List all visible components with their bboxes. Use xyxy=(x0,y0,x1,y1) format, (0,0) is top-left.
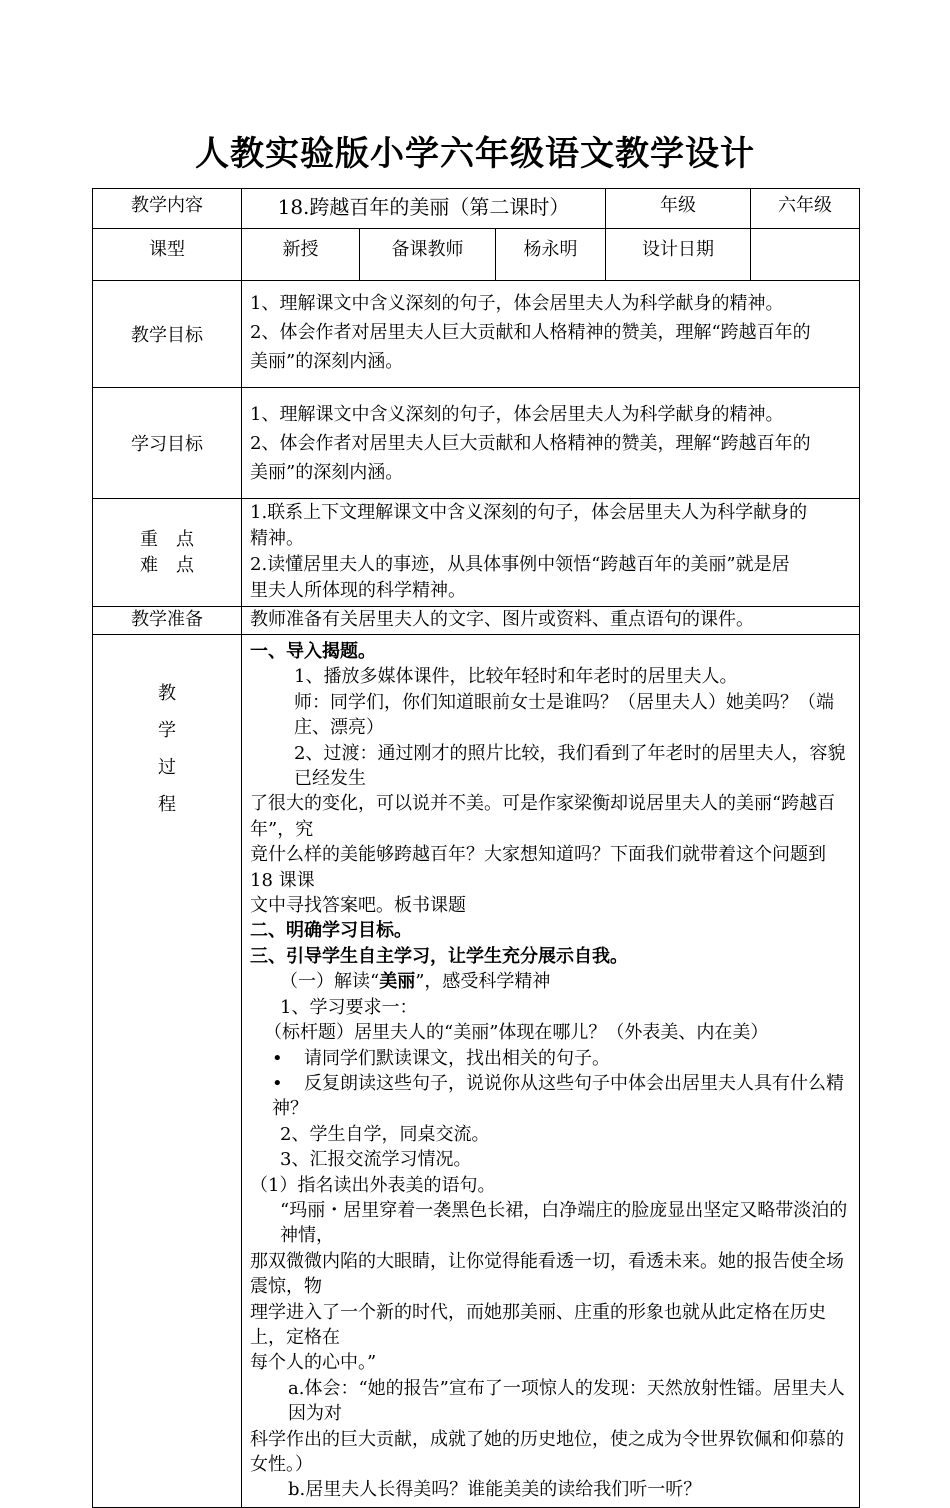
difficulty-label-bottom: 难 点 xyxy=(140,554,194,576)
row-learning-goals xyxy=(93,388,860,499)
step-3-1: （1）指名读出外表美的语句。 xyxy=(250,1174,496,1196)
quote-line-2: 那双微微内陷的大眼睛，让你觉得能看透一切，看透未来。她的报告使全场震惊，物 xyxy=(250,1250,844,1298)
row-type xyxy=(93,229,860,281)
section-1-heading: 一、导入揭题。 xyxy=(250,641,376,662)
process-text xyxy=(242,635,860,1508)
requirement-1: 1、学习要求一： xyxy=(280,996,418,1018)
quote-line-1: “玛丽・居里穿着一袭黑色长裙，白净端庄的脸庞显出坚定又略带淡泊的神情， xyxy=(280,1199,848,1247)
benchmark-question: （标杆题）居里夫人的“美丽”体现在哪儿？（外表美、内在美） xyxy=(264,1022,769,1044)
process-char-4: 程 xyxy=(158,794,176,815)
section-1-line-3c: 竟什么样的美能够跨越百年？大家想知道吗？下面我们就带着这个问题到 18 课课 xyxy=(250,844,826,891)
process-char-1: 教 xyxy=(158,683,176,704)
process-char-3: 过 xyxy=(158,757,176,778)
key-points-text xyxy=(242,499,860,607)
section-2-heading: 二、明确学习目标。 xyxy=(250,920,412,942)
subheading-pre: （一）解读“ xyxy=(280,971,380,993)
bullet-item-2 xyxy=(250,1071,853,1122)
section-3-heading: 三、引导学生自主学习，让学生充分展示自我。 xyxy=(250,945,628,967)
insight-b: b.居里夫人长得美吗？谁能美美的读给我们听一听？ xyxy=(288,1479,702,1501)
row-content xyxy=(93,189,860,229)
key-point-line-3: 2.读懂居里夫人的事迹，从具体事例中领悟“跨越百年的美丽”就是居 xyxy=(250,554,790,575)
section-1-line-3b: 了很大的变化，可以说并不美。可是作家梁衡却说居里夫人的美丽“跨越百年”，究 xyxy=(250,793,836,840)
preparation-label: 教学准备 xyxy=(93,607,242,635)
content-value: 18.跨越百年的美丽（第二课时） xyxy=(242,189,606,229)
step-3: 3、汇报交流学习情况。 xyxy=(280,1149,472,1171)
row-teaching-goals xyxy=(93,281,860,388)
bullet-item-1 xyxy=(250,1046,853,1071)
section-1-line-3a: 2、过渡：通过刚才的照片比较，我们看到了年老时的居里夫人，容貌已经发生 xyxy=(294,742,846,790)
bullet-text-2: 反复朗读这些句子，说说你从这些句子中体会出居里夫人具有什么精神？ xyxy=(272,1072,844,1120)
process-label xyxy=(93,635,242,1508)
date-label: 设计日期 xyxy=(606,229,751,281)
learning-goals-text xyxy=(242,388,860,499)
subheading-post: ”，感受科学精神 xyxy=(415,971,551,993)
step-2: 2、学生自学，同桌交流。 xyxy=(280,1123,490,1145)
key-point-line-2: 精神。 xyxy=(250,528,304,549)
section-1-line-3d: 文中寻找答案吧。板书课题 xyxy=(250,895,466,917)
content-label: 教学内容 xyxy=(93,189,242,229)
teaching-goals-text xyxy=(242,281,860,388)
section-1-line-2: 师：同学们，你们知道眼前女士是谁吗？（居里夫人）她美吗？（端庄、漂亮） xyxy=(294,691,834,739)
bullet-icon: • xyxy=(272,1072,283,1094)
quote-line-4: 每个人的心中。” xyxy=(250,1352,377,1374)
teaching-goal-line-1: 1、理解课文中含义深刻的句子，体会居里夫人为科学献身的精神。 xyxy=(250,293,784,314)
bullet-text-1: 请同学们默读课文，找出相关的句子。 xyxy=(304,1047,610,1069)
insight-a-line-2: 科学作出的巨大贡献，成就了她的历史地位，使之成为令世界钦佩和仰慕的女性。） xyxy=(250,1428,844,1475)
row-key-points xyxy=(93,499,860,607)
section-1-line-1: 1、播放多媒体课件，比较年轻时和年老时的居里夫人。 xyxy=(294,666,738,688)
grade-value: 六年级 xyxy=(751,189,860,229)
teacher-value: 杨永明 xyxy=(496,229,606,281)
key-point-line-1: 1.联系上下文理解课文中含义深刻的句子，体会居里夫人为科学献身的 xyxy=(250,502,808,523)
teaching-goal-line-3: 美丽”的深刻内涵。 xyxy=(250,351,404,372)
subheading-bold: 美丽 xyxy=(379,971,416,993)
type-label: 课型 xyxy=(93,229,242,281)
learning-goal-line-1: 1、理解课文中含义深刻的句子，体会居里夫人为科学献身的精神。 xyxy=(250,404,784,425)
learning-goal-line-3: 美丽”的深刻内涵。 xyxy=(250,462,404,483)
bullet-icon: • xyxy=(272,1047,283,1069)
document-title: 人教实验版小学六年级语文教学设计 xyxy=(195,134,755,174)
grade-label: 年级 xyxy=(606,189,751,229)
preparation-text: 教师准备有关居里夫人的文字、图片或资料、重点语句的课件。 xyxy=(242,607,860,635)
teacher-label: 备课教师 xyxy=(360,229,496,281)
lesson-plan-table xyxy=(92,188,860,1508)
section-3-subheading xyxy=(250,969,853,994)
date-value xyxy=(751,229,860,281)
teaching-goal-line-2: 2、体会作者对居里夫人巨大贡献和人格精神的赞美，理解“跨越百年的 xyxy=(250,322,811,343)
key-point-label-top: 重 点 xyxy=(140,528,194,550)
key-points-label xyxy=(93,499,242,607)
type-value: 新授 xyxy=(242,229,360,281)
learning-goals-label: 学习目标 xyxy=(93,388,242,499)
row-preparation xyxy=(93,607,860,635)
row-process xyxy=(93,635,860,1508)
key-point-line-4: 里夫人所体现的科学精神。 xyxy=(250,580,466,601)
teaching-goals-label: 教学目标 xyxy=(93,281,242,388)
learning-goal-line-2: 2、体会作者对居里夫人巨大贡献和人格精神的赞美，理解“跨越百年的 xyxy=(250,433,811,454)
process-char-2: 学 xyxy=(158,720,176,741)
quote-line-3: 理学进入了一个新的时代，而她那美丽、庄重的形象也就从此定格在历史上，定格在 xyxy=(250,1301,826,1348)
insight-a-line-1: a.体会：“她的报告”宣布了一项惊人的发现：天然放射性镭。居里夫人因为对 xyxy=(288,1377,845,1425)
